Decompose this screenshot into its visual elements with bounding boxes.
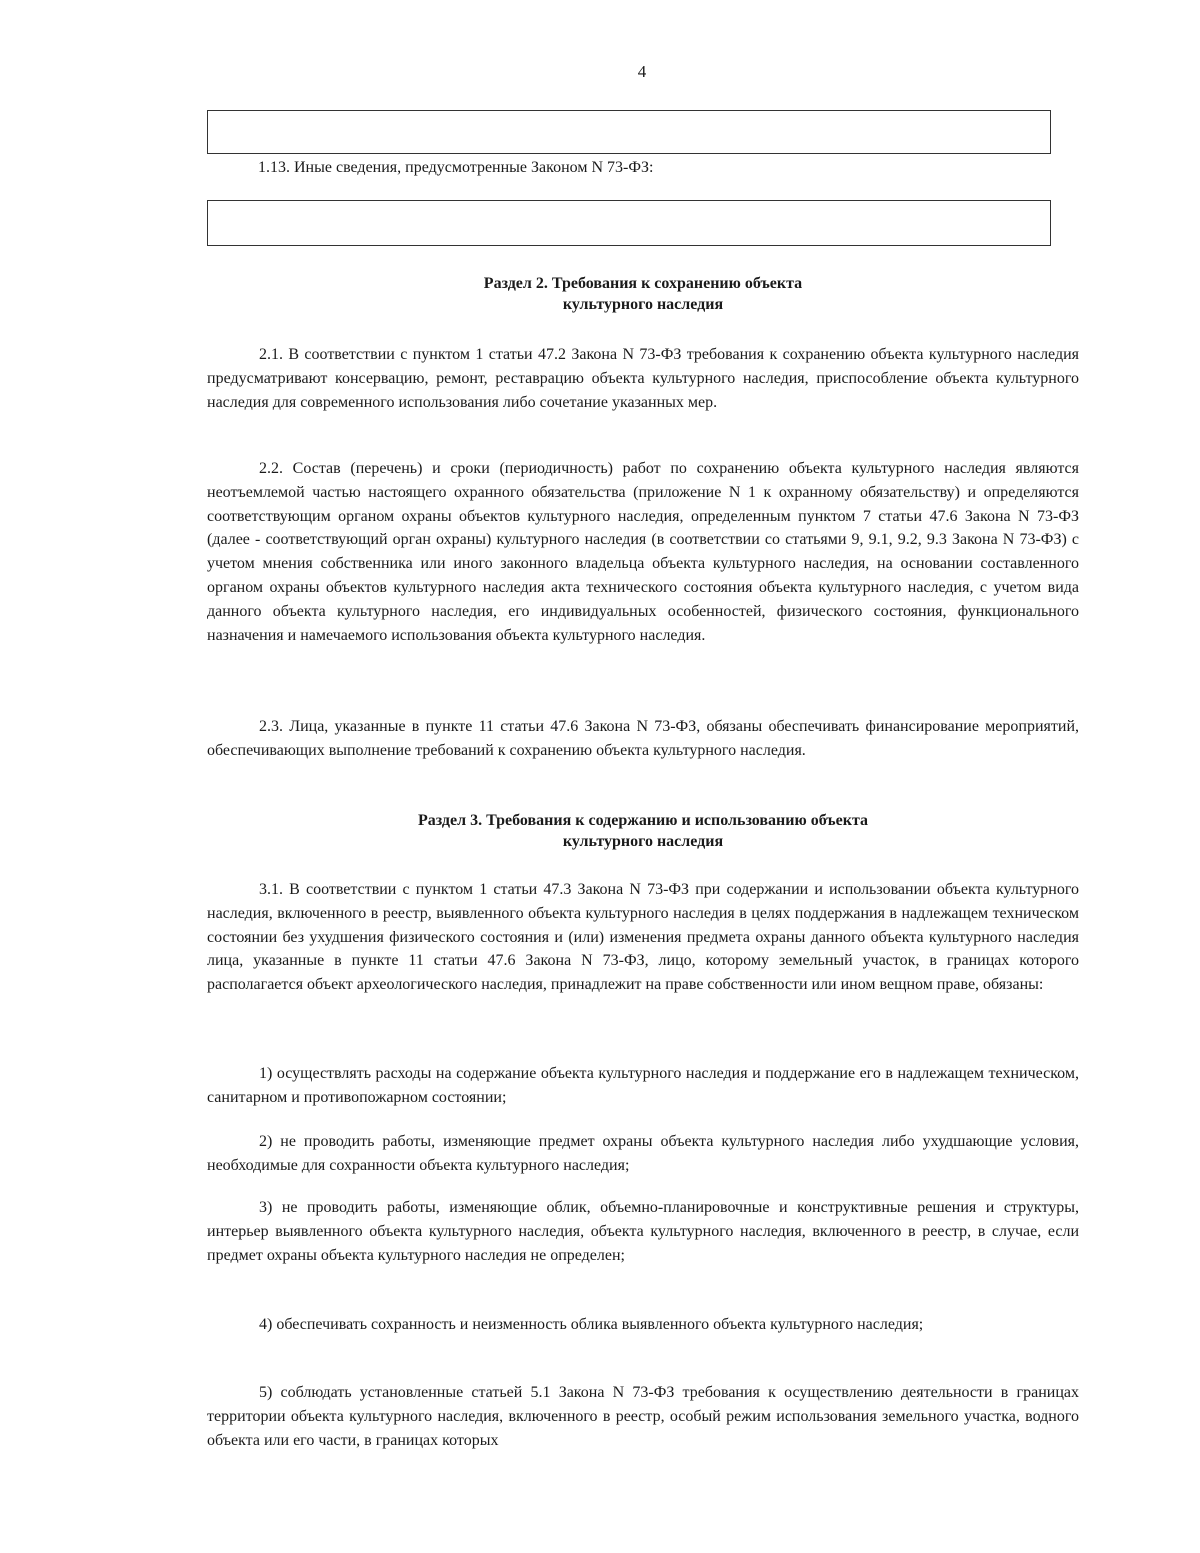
list-item-2: 2) не проводить работы, изменяющие предмет охраны объекта культурного наследия либо ухудшающие условия, необходимые для сохранности объекта культурного наследия; <box>207 1133 1079 1174</box>
empty-field-box <box>207 110 1051 154</box>
paragraph-2-1: 2.1. В соответствии с пунктом 1 статьи 47.2 Закона N 73-ФЗ требования к сохранению объекта культурного наследия предусматривают консервацию, ремонт, реставрацию объекта культурного наследия, приспособление объекта культурного наследия для современного использования либо сочетание указанных мер. <box>207 346 1079 411</box>
section-3-title-line2: культурного наследия <box>562 833 724 850</box>
page-number: 4 <box>637 62 647 81</box>
section-2-title <box>207 273 1079 315</box>
paragraph-2-3: 2.3. Лица, указанные в пункте 11 статьи 47.6 Закона N 73-ФЗ, обязаны обеспечивать финансирование мероприятий, обеспечивающих выполнение требований к сохранению объекта культурного наследия. <box>207 718 1079 759</box>
list-item-1: 1) осуществлять расходы на содержание объекта культурного наследия и поддержание его в надлежащем техническом, санитарном и противопожарном состоянии; <box>207 1065 1079 1106</box>
section-2-title-line2: культурного наследия <box>562 296 724 313</box>
list-item-3: 3) не проводить работы, изменяющие облик, объемно-планировочные и конструктивные решения и структуры, интерьер выявленного объекта культурного наследия, объекта культурного наследия, включенного в реестр, в случае, если предмет охраны объекта культурного наследия не определен; <box>207 1199 1079 1264</box>
section-3-title-line1: Раздел 3. Требования к содержанию и использованию объекта <box>417 812 869 829</box>
section-2-title-line1: Раздел 2. Требования к сохранению объекта <box>483 275 803 292</box>
section-3-title <box>207 810 1079 852</box>
field-1-13-value-box <box>207 200 1051 246</box>
paragraph-3-1: 3.1. В соответствии с пунктом 1 статьи 47.3 Закона N 73-ФЗ при содержании и использовании объекта культурного наследия, включенного в реестр, выявленного объекта культурного наследия в целях поддержания в надлежащем техническом состоянии без ухудшения физического состояния и (или) изменения предмета охраны данного объекта культурного наследия лица, указанные в пункте 11 статьи 47.6 Закона N 73-ФЗ, лицо, которому земельный участок, в границах которого располагается объект археологического наследия, принадлежит на праве собственности или ином вещном праве, обязаны: <box>207 881 1079 994</box>
list-item-5: 5) соблюдать установленные статьей 5.1 Закона N 73-ФЗ требования к осуществлению деятельности в границах территории объекта культурного наследия, включенного в реестр, особый режим использования земельного участка, водного объекта или его части, в границах которых <box>207 1384 1079 1449</box>
list-item-4: 4) обеспечивать сохранность и неизменность облика выявленного объекта культурного наследия; <box>259 1316 924 1333</box>
field-1-13-label: 1.13. Иные сведения, предусмотренные Законом N 73-ФЗ: <box>258 159 654 176</box>
paragraph-2-2: 2.2. Состав (перечень) и сроки (периодичность) работ по сохранению объекта культурного наследия являются неотъемлемой частью настоящего охранного обязательства (приложение N 1 к охранному обязательству) и определяются соответствующим органом охраны объектов культурного наследия, определенным пунктом 7 статьи 47.6 Закона N 73-ФЗ (далее - соответствующий орган охраны) культурного наследия (в соответствии со статьями 9, 9.1, 9.2, 9.3 Закона N 73-ФЗ) с учетом мнения собственника или иного законного владельца объекта культурного наследия, на основании составленного органом охраны объектов культурного наследия акта технического состояния объекта культурного наследия, с учетом вида данного объекта культурного наследия, его индивидуальных особенностей, физического состояния, функционального назначения и намечаемого использования объекта культурного наследия. <box>207 460 1079 644</box>
